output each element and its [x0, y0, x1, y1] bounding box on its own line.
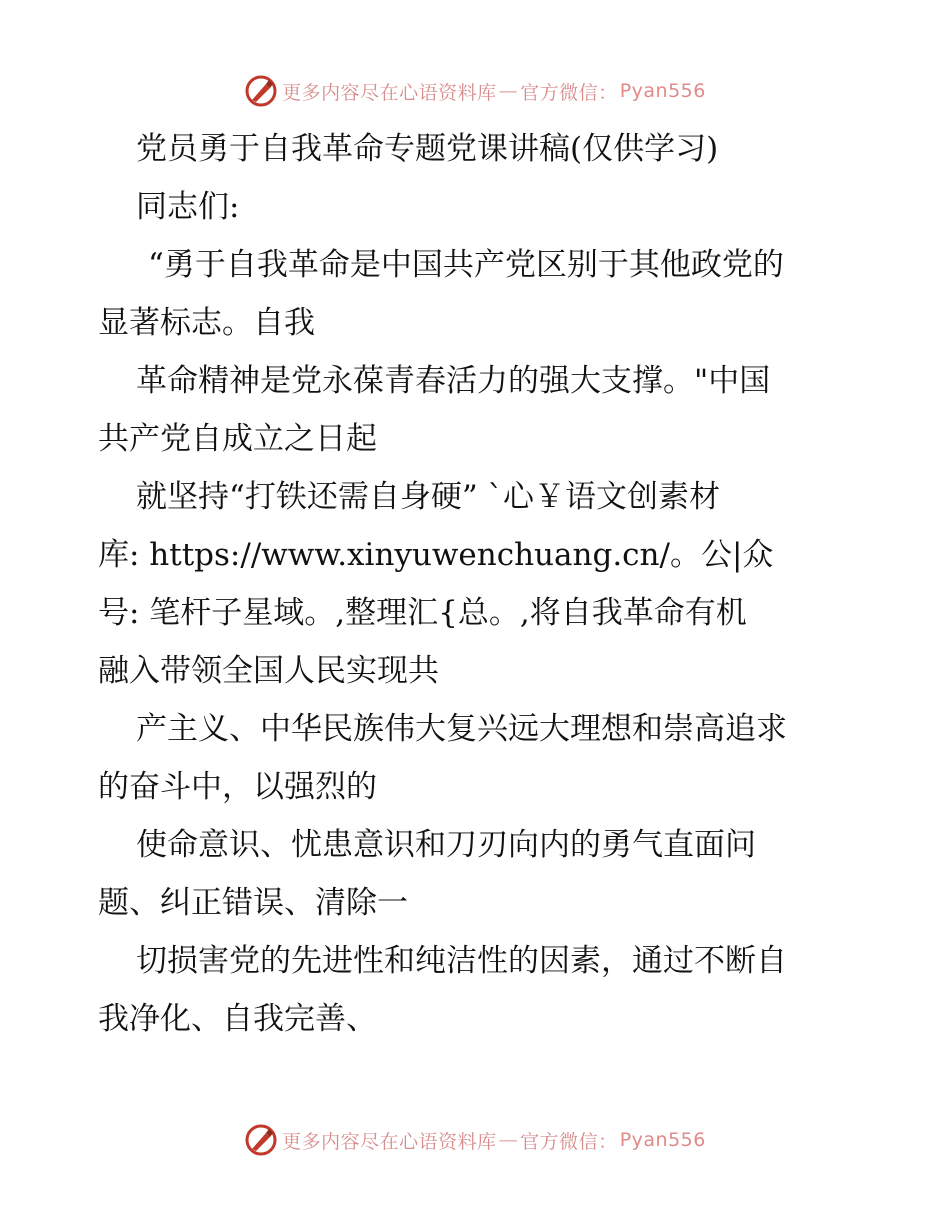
text-line: 就坚持“打铁还需自身硬” `心￥语文创素材: [136, 479, 721, 515]
document-title: 党员勇于自我革命专题党课讲稿(仅供学习): [136, 131, 719, 167]
text-line: 融入带领全国人民实现共: [98, 653, 439, 689]
pen-logo-icon: [244, 74, 278, 108]
text-line: “勇于自我革命是中国共产党区别于其他政党的: [148, 247, 784, 283]
text-line: 显著标志。自我: [98, 305, 315, 341]
header-banner: [0, 71, 950, 111]
wechat-label: 官方微信：: [520, 81, 618, 104]
text-line: 号: 笔杆子星域。,整理汇{总。,将自我革命有机: [98, 595, 747, 631]
text-line: 库: https://www.xinyuwenchuang.cn/。公|众: [98, 537, 774, 573]
banner-text: 更多内容尽在心语资料库: [282, 81, 497, 104]
wechat-id: Pyan556: [619, 80, 706, 102]
wechat-label: 官方微信：: [520, 1130, 618, 1153]
banner-separator: —: [498, 1129, 519, 1151]
text-line: 切损害党的先进性和纯洁性的因素，通过不断自: [136, 943, 787, 979]
footer-banner: [0, 1120, 950, 1160]
text-line: 题、纠正错误、清除一: [98, 885, 408, 921]
text-line: 同志们:: [136, 189, 240, 225]
banner-text: 更多内容尽在心语资料库: [282, 1130, 497, 1153]
banner-separator: —: [498, 80, 519, 102]
text-line: 共产党自成立之日起: [98, 421, 377, 457]
text-line: 产主义、中华民族伟大复兴远大理想和崇高追求: [136, 711, 787, 747]
pen-logo-icon: [244, 1123, 278, 1157]
text-line: 革命精神是党永葆青春活力的强大支撑。"中国: [136, 363, 771, 399]
text-line: 的奋斗中，以强烈的: [98, 769, 377, 805]
text-line: 我净化、自我完善、: [98, 1001, 377, 1037]
wechat-id: Pyan556: [619, 1129, 706, 1151]
document-body: [98, 120, 858, 1048]
text-line: 使命意识、忧患意识和刀刃向内的勇气直面问: [136, 827, 756, 863]
